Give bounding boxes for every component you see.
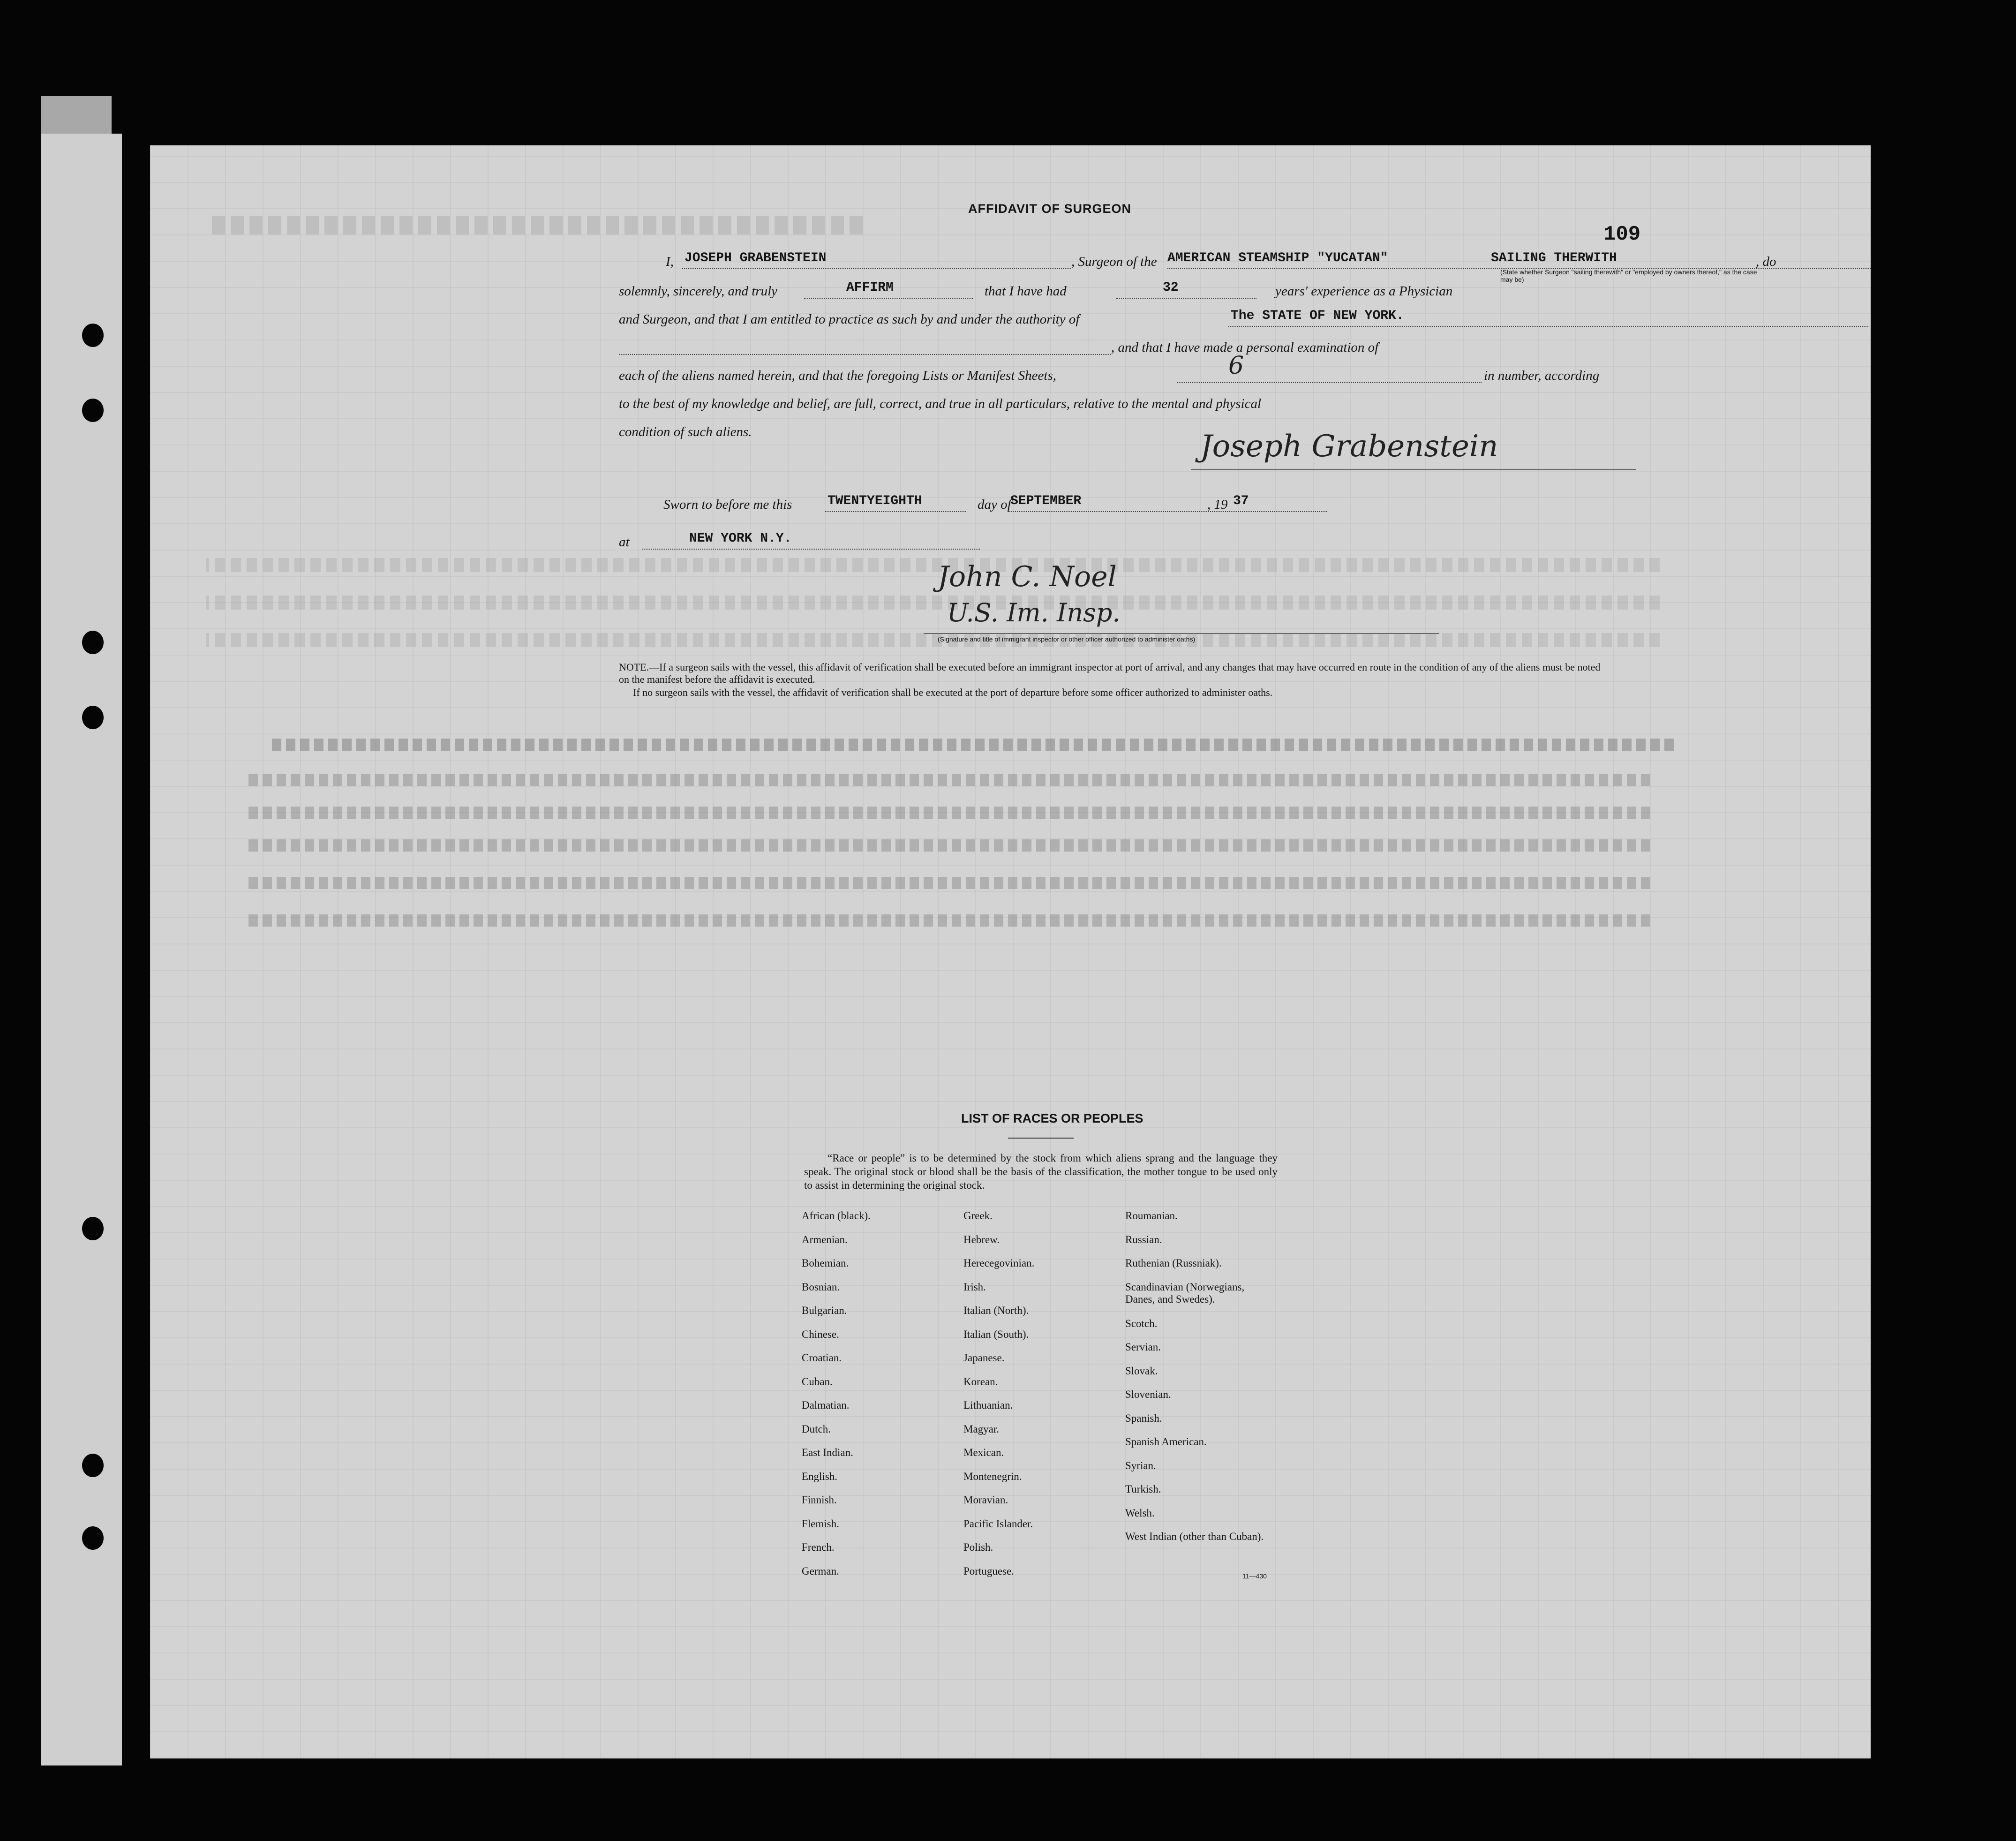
label-sworn: Sworn to before me this: [663, 497, 792, 512]
punched-margin-strip: [41, 134, 122, 1766]
label-19: , 19: [1207, 497, 1228, 512]
oath-type-field: AFFIRM: [846, 280, 894, 295]
binder-hole: [82, 399, 104, 422]
years-field: 32: [1163, 280, 1179, 295]
label-in-number: in number, according: [1484, 368, 1600, 383]
race-item: Slovak.: [1125, 1365, 1158, 1377]
race-item: Bulgarian.: [802, 1305, 847, 1316]
label-personal-exam: , and that I have made a personal examination of: [1111, 340, 1379, 355]
race-item: German.: [802, 1565, 839, 1577]
race-item: Polish.: [963, 1541, 993, 1553]
race-item: Scandinavian (Norwegians, Danes, and Swedes).: [1125, 1281, 1245, 1305]
race-item: African (black).: [802, 1210, 871, 1222]
sailing-status-field: SAILING THERWITH: [1491, 251, 1617, 265]
page-number: 109: [1603, 223, 1641, 246]
race-item: Slovenian.: [1125, 1388, 1171, 1401]
race-item: Scotch.: [1125, 1317, 1158, 1329]
race-item: English.: [802, 1470, 838, 1482]
affidavit-title: AFFIDAVIT OF SURGEON: [968, 202, 1131, 216]
sheets-field: 6: [1228, 352, 1244, 380]
label-solemnly: solemnly, sincerely, and truly: [619, 284, 778, 299]
race-item: Italian (North).: [963, 1305, 1029, 1316]
race-item: Dalmatian.: [802, 1399, 850, 1411]
race-item: Croatian.: [802, 1352, 842, 1364]
inspector-title: U.S. Im. Insp.: [947, 598, 1121, 627]
surgeon-signature: Joseph Grabenstein: [1200, 429, 1498, 464]
race-item: Herecegovinian.: [963, 1257, 1035, 1269]
label-each-alien: each of the aliens named herein, and that the foregoing Lists or Manifest Sheets,: [619, 368, 1056, 383]
race-item: Spanish American.: [1125, 1436, 1207, 1448]
races-title: LIST OF RACES OR PEOPLES: [961, 1111, 1143, 1125]
race-item: Syrian.: [1125, 1459, 1156, 1471]
binder-tab: [41, 96, 112, 138]
race-item: Bohemian.: [802, 1257, 849, 1269]
sworn-year-field: 37: [1233, 494, 1249, 508]
label-day-of: day of: [978, 497, 1011, 512]
note-no-surgeon: If no surgeon sails with the vessel, the affidavit of verification shall be executed at the port of departure before some officer authorized to administer oaths.: [633, 687, 1273, 698]
binder-hole: [82, 324, 104, 347]
race-item: Moravian.: [963, 1494, 1008, 1506]
label-best-knowledge: to the best of my knowledge and belief, are full, correct, and true in all particulars, relative to the mental and physical: [619, 396, 1262, 411]
race-item: Welsh.: [1125, 1507, 1155, 1519]
race-item: Irish.: [963, 1281, 986, 1293]
label-have-had: that I have had: [985, 284, 1067, 299]
race-item: Ruthenian (Russniak).: [1125, 1257, 1222, 1269]
race-item: Servian.: [1125, 1341, 1161, 1353]
race-item: Mexican.: [963, 1447, 1004, 1458]
authority-field: The STATE OF NEW YORK.: [1231, 309, 1404, 323]
race-item: Lithuanian.: [963, 1399, 1013, 1411]
race-item: Bosnian.: [802, 1281, 840, 1293]
race-item: Italian (South).: [963, 1328, 1029, 1340]
inspector-caption: (Signature and title of immigrant inspector or other officer authorized to administer oaths): [938, 635, 1196, 643]
race-item: Greek.: [963, 1210, 993, 1222]
race-item: French.: [802, 1541, 835, 1553]
manifest-sheet: [150, 145, 1871, 1758]
sworn-place-field: NEW YORK N.Y.: [689, 531, 792, 546]
race-item: Finnish.: [802, 1494, 837, 1506]
binder-hole: [82, 1454, 104, 1477]
label-surgeon-of: , Surgeon of the: [1071, 254, 1157, 269]
label-years-exp: years' experience as a Physician: [1275, 284, 1453, 299]
vessel-field: AMERICAN STEAMSHIP "YUCATAN": [1167, 251, 1388, 265]
label-do: , do: [1756, 254, 1776, 269]
race-item: Roumanian.: [1125, 1210, 1178, 1222]
race-item: Montenegrin.: [963, 1470, 1022, 1482]
race-item: Dutch.: [802, 1423, 831, 1435]
race-item: Hebrew.: [963, 1233, 1000, 1245]
inspector-signature: John C. Noel: [938, 560, 1117, 593]
race-item: Portuguese.: [963, 1565, 1014, 1577]
note-surgeon-sails: NOTE.—If a surgeon sails with the vessel, this affidavit of verification shall be executed before an immigrant inspector at port of arrival, and any changes that may have occurred en route in the condition of any of the aliens must be noted on the manifest before the affidavit is executed.: [619, 661, 1601, 685]
binder-hole: [82, 1526, 104, 1550]
label-and-surgeon: and Surgeon, and that I am entitled to practice as such by and under the authority of: [619, 312, 1080, 327]
sworn-month-field: SEPTEMBER: [1010, 494, 1082, 508]
binder-hole: [82, 1217, 104, 1240]
race-item: Magyar.: [963, 1423, 1000, 1435]
race-item: Pacific Islander.: [963, 1517, 1033, 1530]
race-item: East Indian.: [802, 1447, 853, 1458]
race-item: Flemish.: [802, 1517, 839, 1530]
race-item: Korean.: [963, 1375, 998, 1388]
race-item: Armenian.: [802, 1233, 848, 1245]
race-item: Japanese.: [963, 1352, 1005, 1364]
race-item: Cuban.: [802, 1375, 833, 1388]
sworn-day-field: TWENTYEIGHTH: [827, 494, 922, 508]
race-item: Russian.: [1125, 1233, 1162, 1245]
binder-hole: [82, 631, 104, 654]
surgeon-name-field: JOSEPH GRABENSTEIN: [685, 251, 827, 265]
race-item: Chinese.: [802, 1328, 839, 1340]
races-intro: “Race or people” is to be determined by the stock from which aliens sprang and the language they speak. The original stock or blood shall be the basis of the classification, the mother tongue to be used only to assist in determining the original stock.: [804, 1152, 1278, 1191]
form-number: 11—430: [1242, 1572, 1267, 1580]
race-item: Turkish.: [1125, 1483, 1161, 1495]
label-condition: condition of such aliens.: [619, 424, 752, 439]
race-item: West Indian (other than Cuban).: [1125, 1531, 1264, 1543]
race-item: Spanish.: [1125, 1412, 1162, 1424]
label-i: I,: [666, 254, 674, 269]
state-note: (State whether Surgeon "sailing therewith" or "employed by owners thereof," as the case may be): [1500, 268, 1757, 283]
binder-hole: [82, 706, 104, 729]
label-at: at: [619, 535, 630, 550]
